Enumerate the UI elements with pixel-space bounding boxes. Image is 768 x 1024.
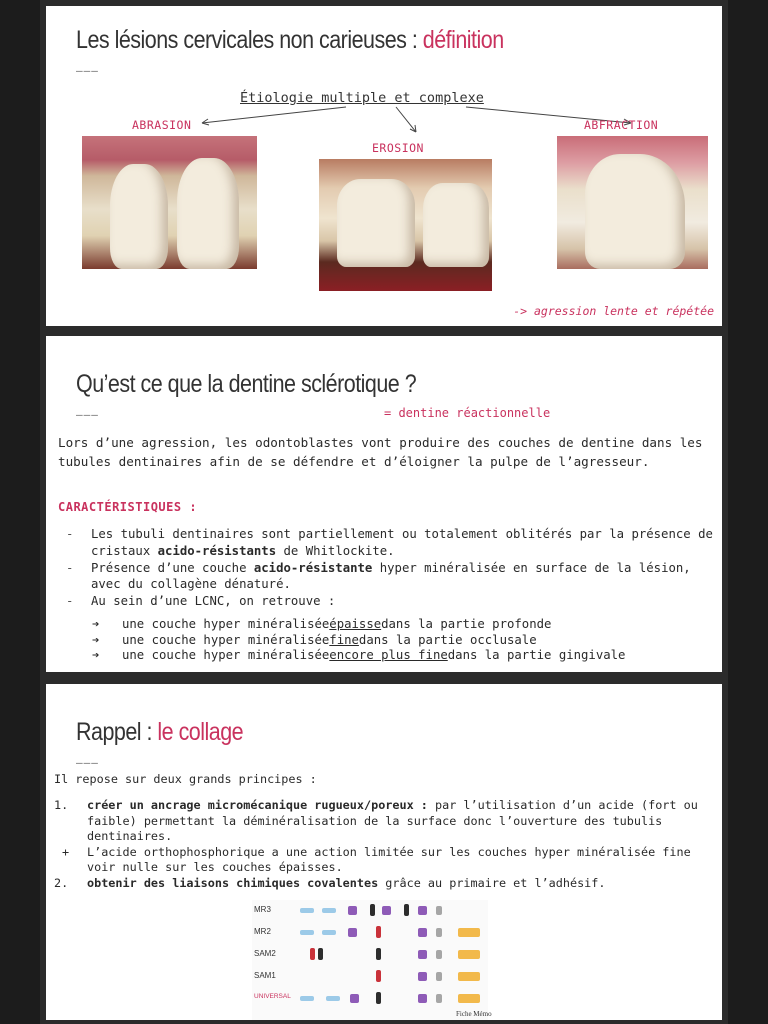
bullet-bold: acido-résistante <box>253 560 373 575</box>
list-item <box>54 876 718 892</box>
layer-text: une couche hyper minéralisée <box>122 648 330 662</box>
label-abrasion: ABRASION <box>132 118 192 132</box>
layer-text: une couche hyper minéralisée <box>122 617 330 631</box>
etiology-heading: Étiologie multiple et complexe <box>240 90 484 106</box>
layer-underlined: encore plus fine <box>329 648 448 662</box>
bullet-dash: - <box>66 560 74 575</box>
arrow-right-icon: ➔ <box>92 632 100 647</box>
tooth-shape <box>177 158 239 269</box>
title-accent: le collage <box>157 718 244 746</box>
list-item <box>92 617 722 633</box>
step-chip <box>318 948 323 960</box>
layer-underlined: fine <box>329 632 359 647</box>
row-label: MR2 <box>254 927 271 936</box>
list-item <box>92 633 722 649</box>
table-row <box>252 900 488 922</box>
tooth-shape <box>337 179 415 267</box>
item-bold: créer un ancrage micromécanique rugueux/poreux : <box>87 798 428 812</box>
list-item <box>54 845 718 876</box>
row-label: SAM1 <box>254 971 276 980</box>
list-item <box>58 560 718 594</box>
slide-cervical-lesions <box>46 6 722 326</box>
layer-underlined: épaisse <box>329 617 382 631</box>
slide-sclerotic-dentin <box>46 336 722 672</box>
left-frame-edge <box>0 0 40 1024</box>
step-chip <box>436 928 442 937</box>
step-chip <box>348 906 357 915</box>
label-erosion: EROSION <box>372 141 424 155</box>
abfraction-photo <box>557 136 708 269</box>
step-chip <box>458 972 480 981</box>
item-bold: obtenir des liaisons chimiques covalentes <box>87 875 379 890</box>
title-plain: Rappel : <box>76 718 158 746</box>
item-number: 2. <box>54 875 69 890</box>
step-chip <box>376 948 381 960</box>
step-chip <box>436 906 442 915</box>
subnote-reactional-dentin: = dentine réactionnelle <box>384 406 551 420</box>
right-frame-edge <box>728 0 768 1024</box>
bullet-bold: acido-résistants <box>157 543 277 558</box>
adhesive-systems-table <box>252 900 488 1020</box>
abrasion-photo <box>82 136 257 269</box>
step-chip <box>300 996 314 1001</box>
item-text: par l’utilisation d’un acide (fort ou faible) permettant la déminéralisation de la surface donc l’ouverture des tubulis dentinaires. <box>87 798 698 844</box>
arrow-right-icon: ➔ <box>92 617 100 631</box>
bullet-text: Présence d’une couche <box>91 560 254 575</box>
title-underline-dash: ——— <box>76 756 99 769</box>
title-plain: Les lésions cervicales non carieuses : <box>76 26 423 54</box>
tooth-shape <box>423 183 489 267</box>
step-chip <box>418 972 427 981</box>
item-number: 1. <box>54 798 69 812</box>
bullet-text: de Whitlockite. <box>276 543 395 558</box>
step-chip <box>370 904 375 916</box>
conclusion-note: -> agression lente et répétée <box>513 304 714 318</box>
list-item <box>92 648 722 664</box>
step-chip <box>418 994 427 1003</box>
slide-title: Qu’est ce que la dentine sclérotique ? <box>76 370 417 398</box>
title-underline-dash: ——— <box>76 64 99 77</box>
layer-text: une couche hyper minéralisée <box>122 632 330 647</box>
table-row <box>252 944 488 966</box>
step-chip <box>404 904 409 916</box>
bullet-text: Les tubuli dentinaires sont partiellement ou totalement oblitérés par la présence de cristaux <box>91 527 713 558</box>
item-text: L’acide orthophosphorique a une action limitée sur les couches hyper minéralisée fine voir nulle sur les couches épaisses. <box>87 844 691 875</box>
tooth-shape <box>110 164 168 269</box>
step-chip <box>322 930 336 935</box>
erosion-photo <box>319 159 492 291</box>
layer-list <box>92 617 722 664</box>
item-plus: + <box>62 844 70 859</box>
layer-text: dans la partie occlusale <box>358 632 537 647</box>
bullet-dash: - <box>66 527 74 541</box>
intro-paragraph: Lors d’une agression, les odontoblastes vont produire des couches de dentine dans les tubules dentinaires afin de se défendre et d’éloigner la pulpe de l’agresseur. <box>58 435 703 469</box>
step-chip <box>418 950 427 959</box>
label-abfraction: ABFRACTION <box>584 118 659 132</box>
table-caption: Fiche Mémo <box>456 1010 492 1018</box>
step-chip <box>350 994 359 1003</box>
layer-text: dans la partie gingivale <box>447 648 626 662</box>
step-chip <box>458 994 480 1003</box>
bullet-text: Au sein d’une LCNC, on retrouve : <box>91 594 336 609</box>
step-chip <box>458 928 480 937</box>
step-chip <box>382 906 391 915</box>
step-chip <box>310 948 315 960</box>
slide-bonding-recall <box>46 684 722 1020</box>
list-item <box>58 593 718 610</box>
title-accent: définition <box>422 26 504 54</box>
title-underline-dash: ——— <box>76 408 99 421</box>
arrow-right-icon: ➔ <box>92 648 100 662</box>
row-label: UNIVERSAL <box>254 993 291 1000</box>
layer-text: dans la partie profonde <box>381 617 552 631</box>
table-row <box>252 988 488 1010</box>
step-chip <box>418 906 427 915</box>
item-text: grâce au primaire et l’adhésif. <box>378 875 606 890</box>
slide-title <box>76 718 243 747</box>
step-chip <box>348 928 357 937</box>
row-label: MR3 <box>254 905 271 914</box>
step-chip <box>376 992 381 1004</box>
step-chip <box>300 908 314 913</box>
list-item <box>58 526 718 560</box>
bullet-text: hyper minéralisée en surface de la lésion, avec du collagène dénaturé. <box>91 560 691 592</box>
step-chip <box>458 950 480 959</box>
characteristics-heading: CARACTÉRISTIQUES : <box>58 500 198 514</box>
step-chip <box>436 950 442 959</box>
table-row <box>252 922 488 944</box>
bullet-dash: - <box>66 594 74 609</box>
step-chip <box>436 994 442 1003</box>
step-chip <box>376 970 381 982</box>
step-chip <box>300 930 314 935</box>
row-label: SAM2 <box>254 949 276 958</box>
step-chip <box>418 928 427 937</box>
list-item <box>54 798 718 845</box>
principles-list <box>54 798 718 892</box>
tooth-shape <box>585 154 685 269</box>
step-chip <box>436 972 442 981</box>
table-row <box>252 966 488 988</box>
step-chip <box>326 996 340 1001</box>
step-chip <box>376 926 381 938</box>
characteristics-list <box>58 526 718 610</box>
intro-line: Il repose sur deux grands principes : <box>54 772 317 786</box>
step-chip <box>322 908 336 913</box>
